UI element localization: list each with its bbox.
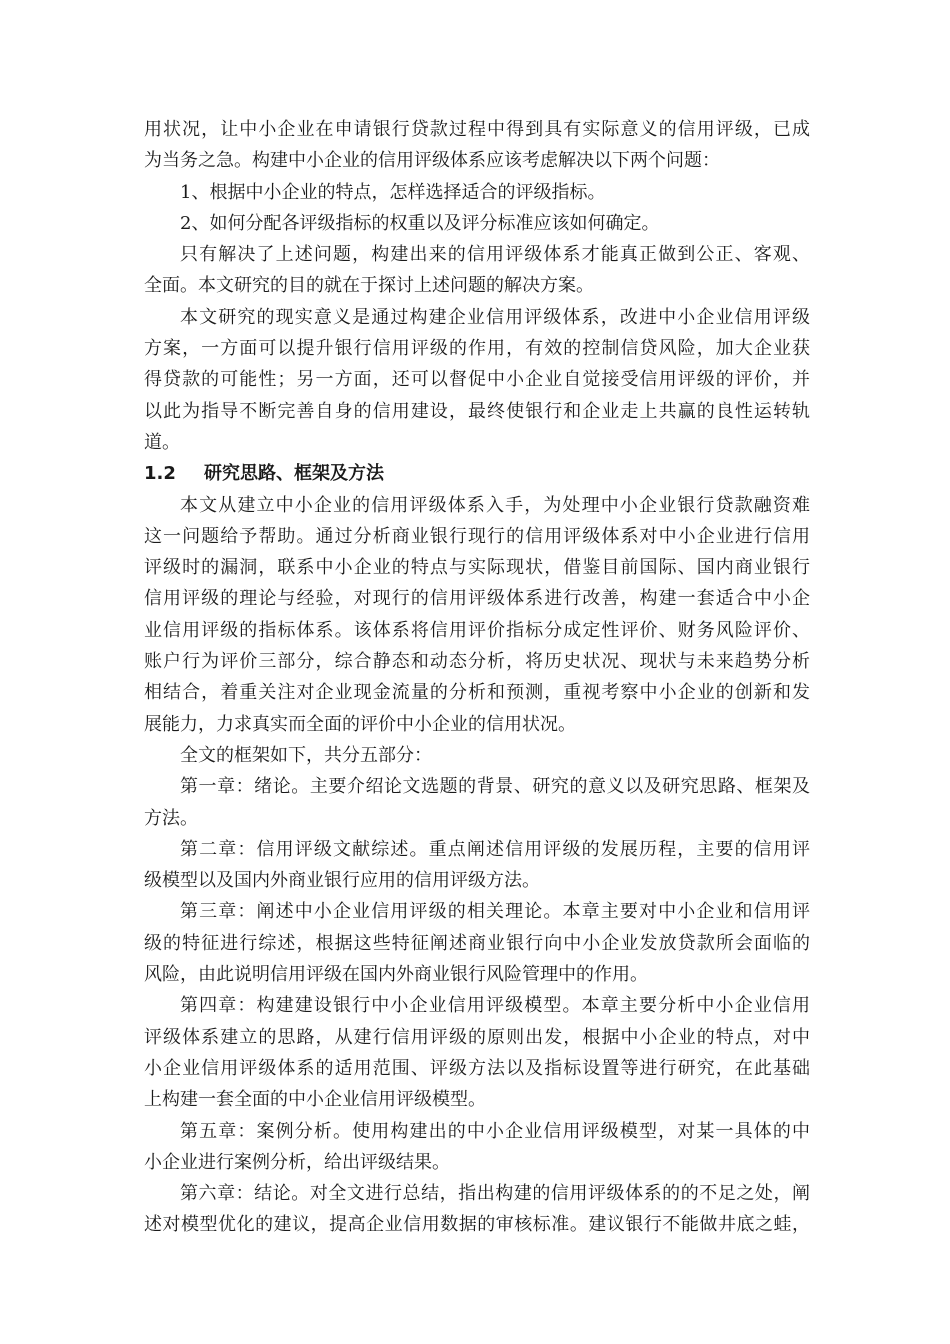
chapter-summary-line: 第一章：绪论。主要介绍论文选题的背景、研究的意义以及研究思路、框架及 [180, 776, 810, 798]
body-text-line: 方案，一方面可以提升银行信用评级的作用，有效的控制信贷风险，加大企业获 [144, 338, 810, 360]
chapter-summary-line: 级的特征进行综述，根据这些特征阐述商业银行向中小企业发放贷款所会面临的 [144, 932, 810, 954]
chapter-summary-line: 方法。 [144, 807, 198, 829]
section-title: 研究思路、框架及方法 [204, 463, 384, 485]
body-text-line: 用状况，让中小企业在申请银行贷款过程中得到具有实际意义的信用评级，已成 [144, 119, 810, 140]
list-item: 1、根据中小企业的特点，怎样选择适合的评级指标。 [180, 181, 606, 203]
body-text-line: 全文的框架如下，共分五部分： [180, 744, 432, 766]
chapter-summary-line: 第二章：信用评级文献综述。重点阐述信用评级的发展历程，主要的信用评 [180, 838, 810, 860]
chapter-summary-line: 述对模型优化的建议，提高企业信用数据的审核标准。建议银行不能做井底之蛙， [144, 1214, 810, 1236]
body-text-line: 展能力，力求真实而全面的评价中小企业的信用状况。 [144, 713, 576, 735]
chapter-summary-line: 小企业信用评级体系的适用范围、评级方法以及指标设置等进行研究，在此基础 [144, 1057, 810, 1079]
body-text-line: 本文从建立中小企业的信用评级体系入手，为处理中小企业银行贷款融资难 [180, 494, 810, 516]
body-text-line: 得贷款的可能性；另一方面，还可以督促中小企业自觉接受信用评级的评价，并 [144, 369, 810, 391]
chapter-summary-line: 第五章：案例分析。使用构建出的中小企业信用评级模型，对某一具体的中 [180, 1120, 810, 1142]
body-text-line: 这一问题给予帮助。通过分析商业银行现行的信用评级体系对中小企业进行信用 [144, 525, 810, 547]
chapter-summary-line: 小企业进行案例分析，给出评级结果。 [144, 1151, 450, 1173]
chapter-summary-line: 第六章：结论。对全文进行总结，指出构建的信用评级体系的的不足之处，阐 [180, 1183, 810, 1205]
body-text-line: 只有解决了上述问题，构建出来的信用评级体系才能真正做到公正、客观、 [180, 244, 810, 266]
chapter-summary-line: 第四章：构建建设银行中小企业信用评级模型。本章主要分析中小企业信用 [180, 995, 810, 1017]
list-item: 2、如何分配各评级指标的权重以及评分标准应该如何确定。 [180, 212, 660, 234]
section-heading [144, 458, 810, 489]
chapter-summary-line: 第三章：阐述中小企业信用评级的相关理论。本章主要对中小企业和信用评 [180, 901, 810, 923]
body-text-line: 评级时的漏洞，联系中小企业的特点与实际现状，借鉴目前国际、国内商业银行 [144, 557, 810, 579]
chapter-summary-line: 上构建一套全面的中小企业信用评级模型。 [144, 1089, 486, 1111]
chapter-summary-line: 评级体系建立的思路，从建行信用评级的原则出发，根据中小企业的特点，对中 [144, 1026, 810, 1048]
body-text-line: 全面。本文研究的目的就在于探讨上述问题的解决方案。 [144, 275, 594, 297]
body-text-line: 为当务之急。构建中小企业的信用评级体系应该考虑解决以下两个问题： [144, 150, 720, 172]
section-number: 1.2 [144, 463, 176, 485]
document-page [144, 114, 810, 1241]
body-text-line: 业信用评级的指标体系。该体系将信用评价指标分成定性评价、财务风险评价、 [144, 619, 810, 641]
chapter-summary-line: 级模型以及国内外商业银行应用的信用评级方法。 [144, 870, 540, 892]
chapter-summary-line: 风险，由此说明信用评级在国内外商业银行风险管理中的作用。 [144, 964, 648, 986]
body-text-line: 道。 [144, 431, 180, 453]
body-text-line: 信用评级的理论与经验，对现行的信用评级体系进行改善，构建一套适合中小企 [144, 588, 810, 610]
body-text-line: 相结合，着重关注对企业现金流量的分析和预测，重视考察中小企业的创新和发 [144, 682, 810, 704]
body-text-line: 以此为指导不断完善自身的信用建设，最终使银行和企业走上共赢的良性运转轨 [144, 400, 810, 422]
body-text-line: 账户行为评价三部分，综合静态和动态分析，将历史状况、现状与未来趋势分析 [144, 651, 810, 673]
body-text-line: 本文研究的现实意义是通过构建企业信用评级体系，改进中小企业信用评级 [180, 306, 810, 328]
